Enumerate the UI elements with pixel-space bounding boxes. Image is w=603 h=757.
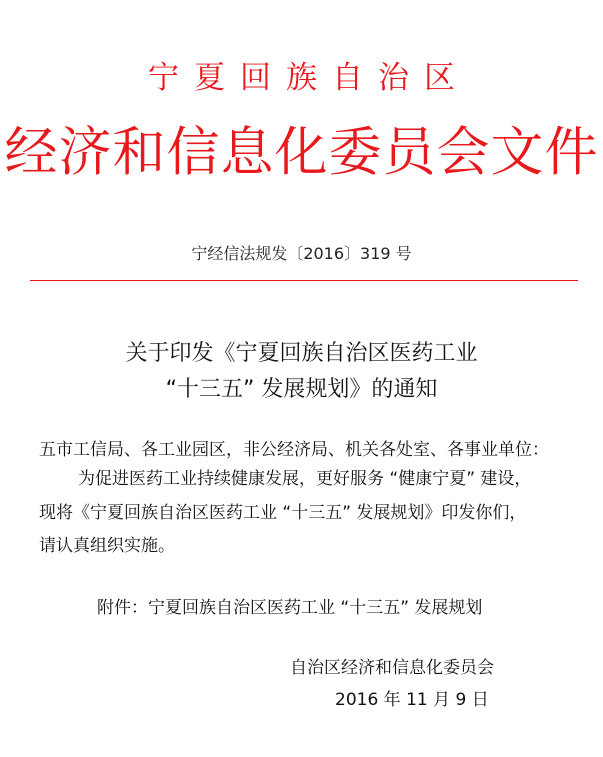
issue-date: 2016 年 11 月 9 日 xyxy=(335,690,489,710)
notice-title-line-1: 关于印发《宁夏回族自治区医药工业 xyxy=(125,341,478,366)
issuing-agency-title: 经济和信息化委员会文件 xyxy=(4,122,599,183)
attachment-line: 附件：宁夏回族自治区医药工业 “十三五” 发展规划 xyxy=(97,598,483,618)
addressee-line: 五市工信局、各工业园区，非公经济局、机关各处室、各事业单位： xyxy=(39,440,549,460)
body-paragraph-line: 现将《宁夏回族自治区医药工业 “十三五” 发展规划》印发你们， xyxy=(39,503,527,523)
body-paragraph-line: 为促进医药工业持续健康发展，更好服务 “健康宁夏” 建设， xyxy=(78,469,532,489)
issuing-region-title: 宁夏回族自治区 xyxy=(148,60,470,96)
notice-title-line-2: “十三五” 发展规划》的通知 xyxy=(165,377,438,402)
body-paragraph-line: 请认真组织实施。 xyxy=(39,536,175,556)
issuer-signature: 自治区经济和信息化委员会 xyxy=(290,658,494,678)
header-divider-line xyxy=(30,280,578,281)
document-number: 宁经信法规发〔2016〕319 号 xyxy=(191,244,412,263)
